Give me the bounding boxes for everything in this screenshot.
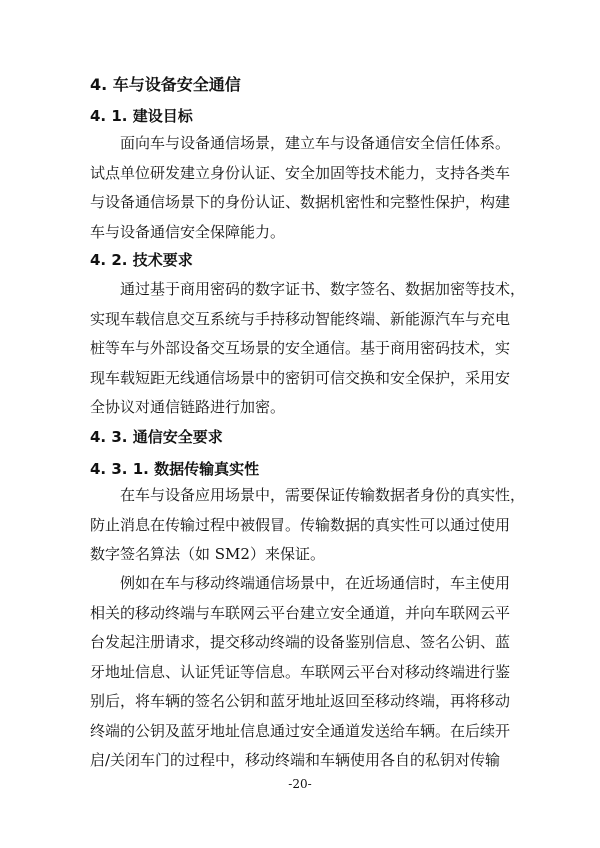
paragraph-line: 终端的公钥及蓝牙地址信息通过安全通道发送给车辆。在后续开 [90,721,511,740]
paragraph-line: 例如在车与移动终端通信场景中，在近场通信时，车主使用 [120,574,511,592]
section-4-2-paragraph [90,275,526,423]
paragraph-line: 通过基于商用密码的数字证书、数字签名、数据加密等技术， [120,280,526,298]
page-number: -20- [288,777,312,791]
paragraph-line: 台发起注册请求，提交移动终端的设备鉴别信息、签名公钥、蓝 [90,633,511,651]
paragraph-line: 数字签名算法（如 SM2）来保证。 [90,545,325,563]
section-4-heading: 4. 车与设备安全通信 [90,75,241,94]
section-4-3-1-paragraph-1 [90,481,526,570]
paragraph-line: 别后，将车辆的签名公钥和蓝牙地址返回至移动终端，再将移动 [90,692,511,710]
section-4-3-heading: 4. 3. 通信安全要求 [90,428,223,446]
paragraph-line: 现车载短距无线通信场景中的密钥可信交换和安全保护，采用安 [90,368,511,387]
section-4-1-heading: 4. 1. 建设目标 [90,107,193,125]
paragraph-line: 实现车载信息交互系统与手持移动智能终端、新能源汽车与充电 [90,309,511,328]
paragraph-line: 桩等车与外部设备交互场景的安全通信。基于商用密码技术，实 [90,339,511,357]
paragraph-line: 与设备通信场景下的身份认证、数据机密性和完整性保护，构建 [90,193,511,211]
paragraph-line: 防止消息在传输过程中被假冒。传输数据的真实性可以通过使用 [90,515,511,534]
paragraph-line: 牙地址信息、认证凭证等信息。车联网云平台对移动终端进行鉴 [90,662,511,681]
section-4-2-heading: 4. 2. 技术要求 [90,251,193,269]
paragraph-line: 相关的移动终端与车联网云平台建立安全通道，并向车联网云平 [90,603,511,622]
paragraph-line: 面向车与设备通信场景，建立车与设备通信安全信任体系。 [120,134,511,152]
paragraph-line: 在车与设备应用场景中，需要保证传输数据者身份的真实性， [120,486,526,504]
paragraph-line: 试点单位研发建立身份认证、安全加固等技术能力，支持各类车 [90,163,511,182]
paragraph-line: 全协议对通信链路进行加密。 [90,398,286,416]
paragraph-line: 车与设备通信安全保障能力。 [90,222,286,241]
section-4-3-1-heading: 4. 3. 1. 数据传输真实性 [90,460,260,478]
section-4-1-paragraph [90,129,510,247]
section-4-3-1-paragraph-2 [90,569,510,776]
paragraph-line: 启/关闭车门的过程中，移动终端和车辆使用各自的私钥对传输 [90,751,501,769]
